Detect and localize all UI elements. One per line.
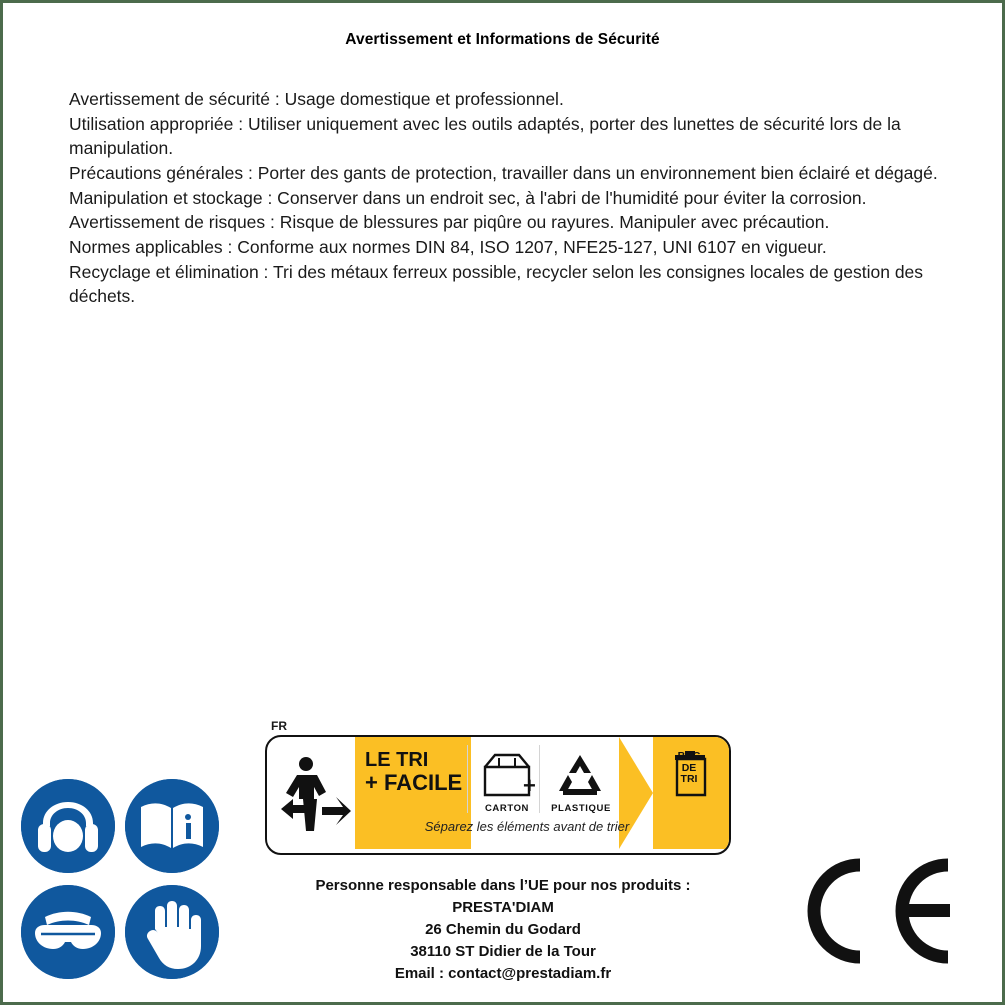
safety-paragraph: Normes applicables : Conforme aux normes DIN 84, ISO 1207, NFE25-127, UNI 6107 en vigueur.: [69, 237, 827, 258]
triman-icon: [273, 747, 351, 844]
bin-label: [663, 751, 715, 786]
plus-sign: +: [523, 773, 536, 798]
read-instructions-icon: [125, 779, 219, 873]
responsible-person-block: [233, 875, 773, 985]
responsible-city: 38110 ST Didier de la Tour: [410, 943, 596, 961]
bin-label-line1: BAC: [677, 750, 701, 762]
safety-information-text: [69, 87, 944, 309]
responsible-intro-ue: UE: [528, 877, 549, 894]
hand-protection-icon: [125, 885, 219, 979]
eye-protection-icon: [21, 885, 115, 979]
banner-language-label: FR: [271, 719, 287, 733]
carton-label: CARTON: [484, 803, 530, 814]
banner-footer-text: Séparez les éléments avant de trier: [424, 819, 630, 834]
page-title: Avertissement et Informations de Sécurité: [345, 31, 660, 48]
responsible-intro: [233, 875, 773, 897]
bin-label-line3: TRI: [680, 773, 698, 786]
safety-paragraph: Utilisation appropriée : Utiliser uniquement avec les outils adaptés, porter des lunettes de sécurité lors de la manipulation.: [69, 113, 901, 159]
responsible-address: 26 Chemin du Godard: [425, 921, 581, 939]
ear-protection-icon: [21, 779, 115, 873]
responsible-intro-prefix: Personne responsable dans l’: [315, 877, 529, 894]
banner-slogan-line2: + FACILE: [365, 770, 463, 796]
safety-paragraph: Recyclage et élimination : Tri des métaux ferreux possible, recycler selon les consignes locales de gestion des déchets.: [69, 261, 924, 307]
responsible-email: Email : contact@prestadiam.fr: [394, 965, 612, 983]
ce-mark-icon: [798, 855, 958, 967]
bin-label-line2: DE: [681, 761, 697, 774]
safety-pictogram-group: [17, 779, 225, 984]
banner-slogan: [365, 749, 469, 796]
safety-paragraph: Avertissement de sécurité : Usage domestique et professionnel.: [69, 89, 564, 109]
responsible-company: PRESTA'DIAM: [452, 899, 554, 917]
banner-box: [265, 735, 731, 855]
safety-paragraph: Manipulation et stockage : Conserver dans un endroit sec, à l'abri de l'humidité pour éviter la corrosion.: [69, 187, 867, 208]
plastique-label: PLASTIQUE: [551, 803, 611, 814]
banner-slogan-line1: LE TRI: [365, 749, 429, 771]
responsible-intro-suffix: pour nos produits :: [548, 877, 691, 894]
safety-paragraph: Précautions générales : Porter des gants de protection, travailler dans un environnement bien éclairé et dégagé.: [69, 163, 938, 184]
recycling-banner: [265, 719, 727, 851]
safety-paragraph: Avertissement de risques : Risque de blessures par piqûre ou rayures. Manipuler avec précaution.: [69, 212, 830, 233]
plastique-icon: [551, 751, 609, 804]
